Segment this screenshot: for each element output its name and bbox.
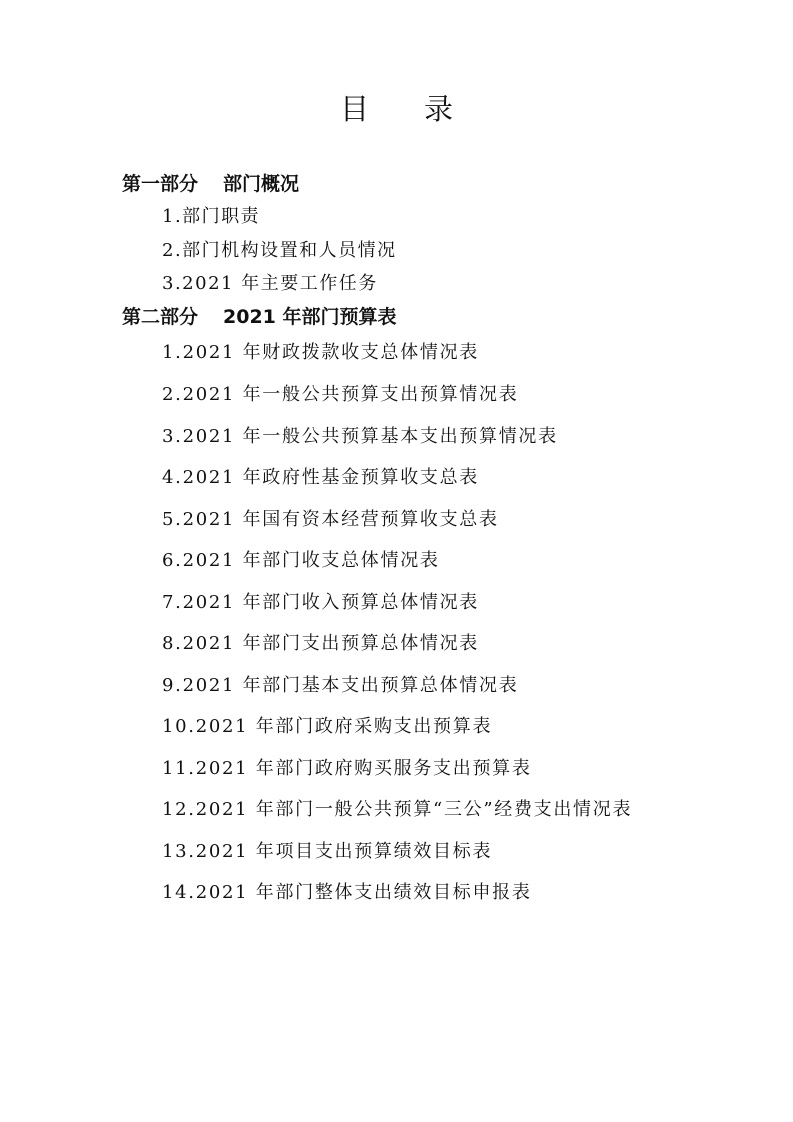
toc-item-part2-5: 5.2021 年国有资本经营预算收支总表 — [162, 509, 499, 530]
part1-title: 部门概况 — [223, 173, 300, 195]
part1-label: 第一部分 — [122, 173, 199, 195]
toc-item-part2-3: 3.2021 年一般公共预算基本支出预算情况表 — [162, 426, 558, 447]
part2-heading — [122, 302, 397, 332]
toc-item-part2-12: 12.2021 年部门一般公共预算“三公”经费支出情况表 — [162, 799, 633, 820]
toc-item-part1-3: 3.2021 年主要工作任务 — [162, 273, 378, 294]
toc-item-part2-14: 14.2021 年部门整体支出绩效目标申报表 — [162, 882, 532, 903]
toc-item-part2-2: 2.2021 年一般公共预算支出预算情况表 — [162, 384, 519, 405]
toc-item-part2-7: 7.2021 年部门收入预算总体情况表 — [162, 592, 480, 613]
title-char-right: 录 — [424, 92, 454, 126]
part2-title: 2021 年部门预算表 — [223, 306, 397, 328]
part1-heading — [122, 169, 299, 199]
toc-item-part2-4: 4.2021 年政府性基金预算收支总表 — [162, 467, 480, 488]
toc-item-part2-13: 13.2021 年项目支出预算绩效目标表 — [162, 841, 493, 862]
toc-item-part2-10: 10.2021 年部门政府采购支出预算表 — [162, 716, 493, 737]
toc-item-part1-2: 2.部门机构设置和人员情况 — [162, 240, 397, 261]
part2-label: 第二部分 — [122, 306, 199, 328]
title-char-left: 目 — [339, 92, 369, 126]
toc-item-part1-1: 1.部门职责 — [162, 206, 261, 227]
toc-item-part2-1: 1.2021 年财政拨款收支总体情况表 — [162, 342, 480, 363]
toc-item-part2-11: 11.2021 年部门政府购买服务支出预算表 — [162, 758, 532, 779]
toc-item-part2-6: 6.2021 年部门收支总体情况表 — [162, 550, 440, 571]
toc-item-part2-9: 9.2021 年部门基本支出预算总体情况表 — [162, 675, 519, 696]
page-title — [0, 88, 793, 130]
toc-item-part2-8: 8.2021 年部门支出预算总体情况表 — [162, 633, 480, 654]
